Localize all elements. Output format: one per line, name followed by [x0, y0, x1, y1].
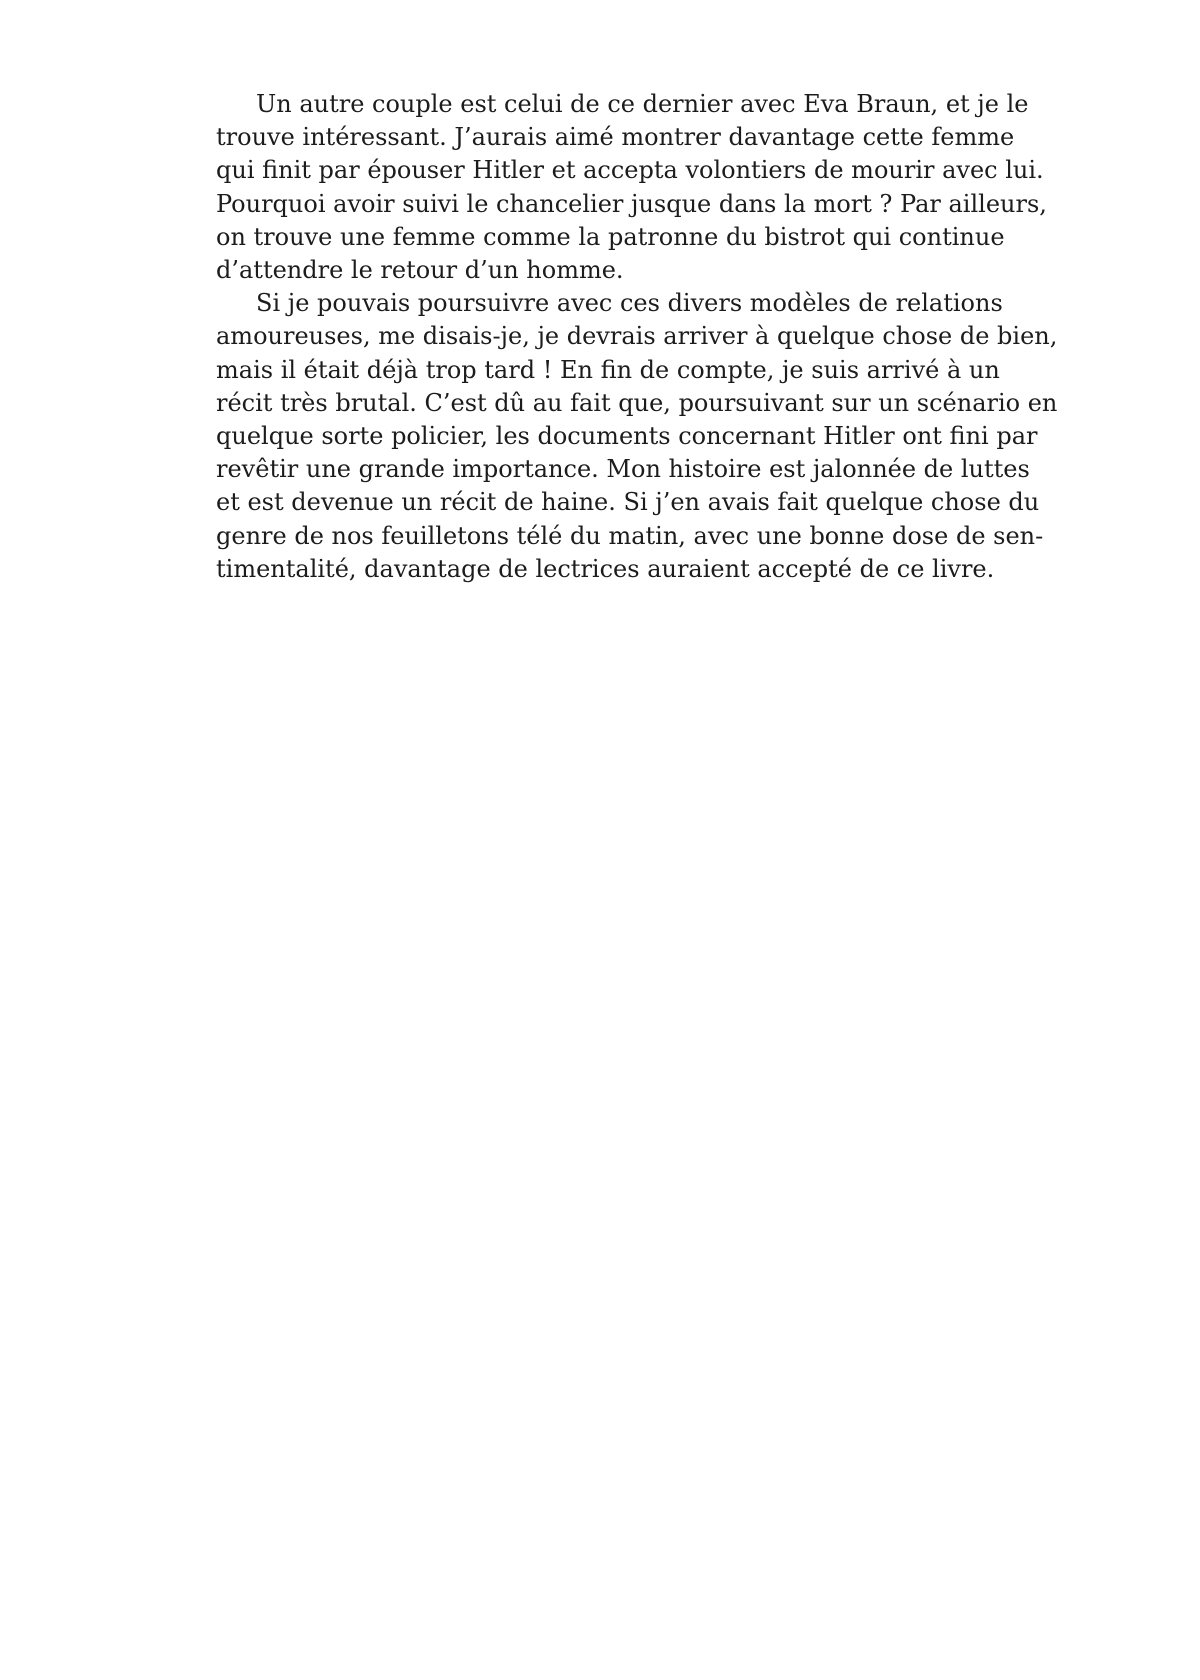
text-line: trouve intéressant. J’aurais aimé montrer davantage cette femme [216, 123, 1015, 152]
paragraph-1 [216, 88, 1047, 287]
text-line: timentalité, davantage de lectrices auraient accepté de ce livre. [216, 554, 995, 583]
text-line: revêtir une grande importance. Mon histoire est jalonnée de luttes [216, 455, 1030, 484]
text-line: Un autre couple est celui de ce dernier avec Eva Braun, et je le [256, 90, 1029, 118]
text-line: et est devenue un récit de haine. Si j’en avais fait quelque chose du [216, 488, 1040, 517]
text-line: Pourquoi avoir suivi le chancelier jusque dans la mort ? Par ailleurs, [216, 189, 1047, 218]
text-line: d’attendre le retour d’un homme. [216, 256, 624, 285]
text-line: récit très brutal. C’est dû au fait que, poursuivant sur un scénario en [216, 388, 1058, 417]
text-line: on trouve une femme comme la patronne du bistrot qui continue [216, 222, 1005, 251]
paragraph-2 [216, 287, 1058, 586]
text-line: quelque sorte policier, les documents concernant Hitler ont fini par [216, 422, 1038, 451]
text-line: amoureuses, me disais-je, je devrais arriver à quelque chose de bien, [216, 322, 1058, 351]
text-line: mais il était déjà trop tard ! En fin de compte, je suis arrivé à un [216, 355, 1000, 384]
text-line: Si je pouvais poursuivre avec ces divers modèles de relations [256, 289, 1003, 318]
text-line: qui finit par épouser Hitler et accepta volontiers de mourir avec lui. [216, 156, 1044, 185]
body-text [216, 88, 1058, 586]
text-line: genre de nos feuilletons télé du matin, avec une bonne dose de sen- [216, 521, 1044, 550]
